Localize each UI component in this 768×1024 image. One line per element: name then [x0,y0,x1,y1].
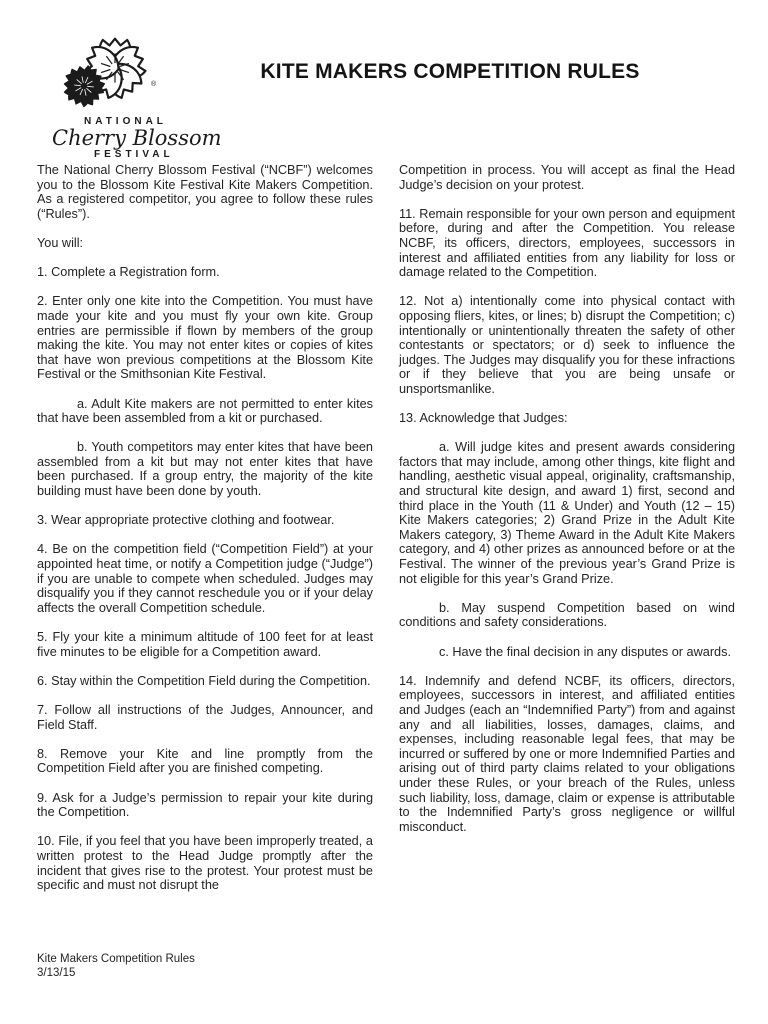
rule-13b: b. May suspend Competition based on wind conditions and safety considerations. [399,600,735,630]
rule-12: 12. Not a) intentionally come into physical contact with opposing fliers, kites, or lines; b) disrupt the Competition; c) intentionally or unintentionally threaten the safety of other contestants or spectators; or d) seek to influence the judges. The Judges may disqualify you for these infractions or if they believe that you are being unsafe or unsportsmanlike. [399,294,735,396]
rule-4: 4. Be on the competition field (“Competition Field”) at your appointed heat time, or notify a Competition judge (“Judge”) if you are unable to compete when scheduled. Judges may disqualify you if they cannot reschedule you or if your delay affects the overall Competition schedule. [37,542,373,615]
ncbf-logo [52,34,222,160]
rule-2: 2. Enter only one kite into the Competition. You must have made your kite and you must fly your own kite. Group entries are permissible if flown by members of the group making the kite. You may not enter kites or copies of kites that have won previous competitions at the Blossom Kite Festival or the Smithsonian Kite Festival. [37,294,373,382]
footer-document-name: Kite Makers Competition Rules [37,953,195,965]
rule-2a: a. Adult Kite makers are not permitted to enter kites that have been assembled from a kit or purchased. [37,396,373,426]
footer-date: 3/13/15 [37,966,76,979]
rule-10-continued: Competition in process. You will accept as final the Head Judge’s decision on your protest. [399,163,735,192]
rule-2b: b. Youth competitors may enter kites that have been assembled from a kit but may not enter kites that have been purchased. If a group entry, the majority of the kite building must have been done by youth. [37,440,373,499]
you-will-label: You will: [37,235,84,250]
logo-text-cherry-blossom: Cherry Blossom [52,126,222,150]
rule-13: 13. Acknowledge that Judges: [399,411,568,426]
rules-body [37,163,735,907]
cherry-blossom-flowers-icon [58,34,182,114]
rule-9: 9. Ask for a Judge’s permission to repair your kite during the Competition. [37,790,373,820]
rule-7: 7. Follow all instructions of the Judges, Announcer, and Field Staff. [37,702,373,732]
logo-text-festival: FESTIVAL [94,149,174,160]
intro-paragraph: The National Cherry Blossom Festival (“NCBF”) welcomes you to the Blossom Kite Festival Kite Makers Competition. As a registered competitor, you agree to follow these rules (“Rules”). [37,163,373,221]
rule-13a: a. Will judge kites and present awards considering factors that may include, among other things, kite flight and handling, aesthetic visual appeal, originality, craftsmanship, and structural kite design, and award 1) first, second and third place in the Youth (11 & Under) and Youth (12 – 15) Kite Makers categories; 2) Grand Prize in the Adult Kite Makers category, 3) Theme Award in the Adult Kite Makers category, and 4) other prizes as announced before or at the Festival. The winner of the previous year’s Grand Prize is not eligible for this year’s Grand Prize. [399,440,735,586]
rule-13c: c. Have the final decision in any disputes or awards. [439,644,731,659]
right-column [399,163,735,907]
rule-14: 14. Indemnify and defend NCBF, its officers, directors, employees, successors in interest, and affiliated entities and Judges (each an “Indemnified Party”) from and against any and all liabilities, losses, damages, claims, and expenses, including reasonable legal fees, that may be incurred or suffered by one or more Indemnified Parties and arising out of third party claims related to your obligations under these Rules, or your breach of the Rules, unless such liability, loss, damage, claim or expense is attributable to the Indemnified Party’s gross negligence or willful misconduct. [399,673,735,834]
logo-text-national: NATIONAL [84,116,167,127]
left-column [37,163,373,907]
rule-6: 6. Stay within the Competition Field during the Competition. [37,673,371,688]
rule-3: 3. Wear appropriate protective clothing and footwear. [37,513,335,528]
document-footer [37,953,195,980]
page-title: KITE MAKERS COMPETITION RULES [260,60,640,83]
registered-trademark-glyph: ® [151,81,157,88]
rule-8: 8. Remove your Kite and line promptly from the Competition Field after you are finished competing. [37,746,373,776]
rule-10: 10. File, if you feel that you have been improperly treated, a written protest to the Head Judge promptly after the incident that gives rise to the protest. Your protest must be specific and must not disrupt the [37,834,373,893]
rule-1: 1. Complete a Registration form. [37,265,220,280]
rule-5: 5. Fly your kite a minimum altitude of 100 feet for at least five minutes to be eligible for a Competition award. [37,630,373,659]
rule-11: 11. Remain responsible for your own person and equipment before, during and after the Competition. You release NCBF, its officers, directors, employees, successors in interest and affiliated entities from any liability for loss or damage related to the Competition. [399,206,735,280]
